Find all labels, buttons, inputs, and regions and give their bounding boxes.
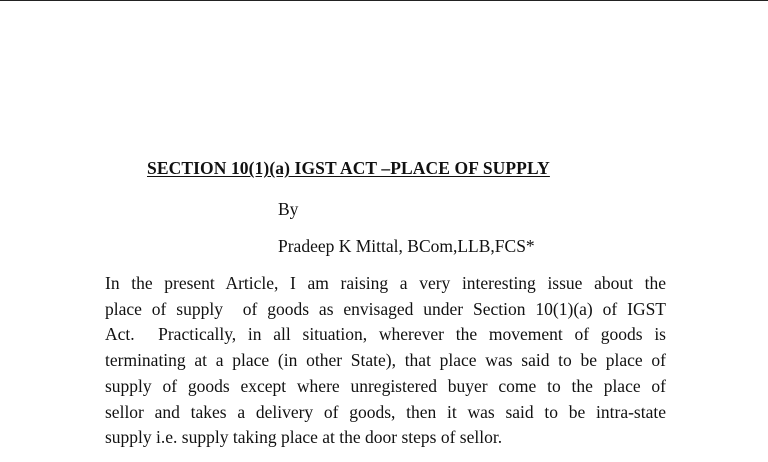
paragraph-line: terminating at a place (in other State), that place was said to be place of <box>105 350 666 371</box>
article-paragraph <box>105 271 666 451</box>
paragraph-line: Act. Practically, in all situation, wherever the movement of goods is <box>105 324 666 345</box>
paragraph-line: supply of goods except where unregistered buyer come to the place of <box>105 375 666 396</box>
paragraph-line: sellor and takes a delivery of goods, then it was said to be intra-state <box>105 401 666 422</box>
top-border-line <box>0 0 768 1</box>
document-title: SECTION 10(1)(a) IGST ACT –PLACE OF SUPPLY <box>147 158 550 178</box>
paragraph-line: In the present Article, I am raising a very interesting issue about the <box>105 273 666 293</box>
author-name: Pradeep K Mittal, BCom,LLB,FCS* <box>278 236 535 256</box>
byline: By <box>278 199 299 219</box>
paragraph-line: place of supply of goods as envisaged under Section 10(1)(a) of IGST <box>105 298 666 319</box>
paragraph-line: supply i.e. supply taking place at the door steps of sellor. <box>105 427 503 448</box>
